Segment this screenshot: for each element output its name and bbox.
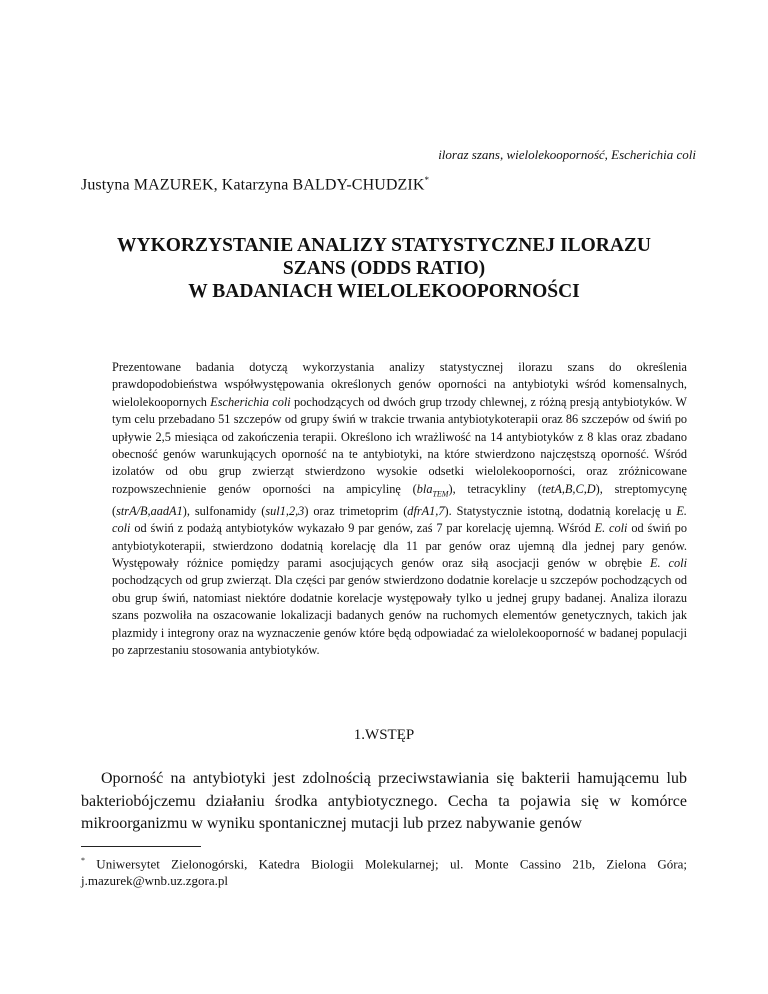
species-name: E. coli bbox=[594, 521, 628, 536]
gene-str: strA/B,aadA1 bbox=[116, 503, 183, 518]
title-line-2: SZANS (ODDS RATIO) bbox=[282, 258, 486, 279]
gene-sul: sul1,2,3 bbox=[265, 503, 305, 518]
species-name: E. coli bbox=[112, 503, 688, 536]
keywords: iloraz szans, wielolekooporność, Escherichia coli bbox=[438, 147, 696, 162]
abstract-text: ), streptomycynę ( bbox=[112, 481, 687, 518]
footnote-mark: * bbox=[81, 856, 85, 865]
body-paragraph: Oporność na antybiotyki jest zdolnością przeciwstawiania się bakterii hamującemu lub bakteriobójczemu działaniu środka antybiotycznego. Cecha ta pojawia się w komórce mikroorganizmu w wyniku spontanicznej mutacji lub przez nabywanie genów bbox=[81, 770, 687, 832]
abstract-text: Prezentowane badania dotyczą wykorzystania analizy statystycznej ilorazu szans do określenia prawdopodobieństwa współwystępowania określonych genów oporności na antybiotyki wśród komensalnych, wielolekoopornych bbox=[112, 360, 687, 409]
abstract-text: od świń z podażą antybiotyków wykazało 9 par genów, zaś 7 par korelację ujemną. Wśród bbox=[130, 521, 595, 536]
abstract-text: ), tetracykliny ( bbox=[448, 481, 543, 496]
abstract-paragraph bbox=[112, 359, 687, 659]
abstract-text: pochodzących od grup zwierząt. Dla części par genów stwierdzono dodatnie korelacje u szczepów pochodzących od obu grup świń, natomiast niektóre dodatnie korelacje występowały tylko u jednej grupy badanej. Analiza ilorazu szans pozwoliła na oszacowanie lokalizacji badanych genów na ruchomych elementów genetycznych, takich jak plazmidy i integrony oraz na wyznaczenie genów które będą odpowiadać za wielolekooporność w badanej populacji po zaprzestaniu stosowania antybiotyków. bbox=[112, 573, 687, 657]
abstract-text: od świń po antybiotykoterapii, stwierdzono dodatnią korelację dla 11 par genów oraz ujemną dla jednej pary genów. Występowały różnice pomiędzy parami asocjujących genów oraz siłą asocjacji genów w obrębie bbox=[112, 521, 687, 570]
gene-tet: tetA,B,C,D bbox=[542, 481, 596, 496]
footnote bbox=[81, 852, 687, 889]
author-footnote-mark: * bbox=[424, 175, 430, 185]
authors bbox=[81, 175, 429, 194]
abstract-text: ). Statystycznie istotną, dodatnią korelację u bbox=[444, 503, 677, 518]
section-heading: 1.WSTĘP bbox=[353, 727, 415, 743]
abstract-text: ) oraz trimetoprim ( bbox=[304, 503, 408, 518]
abstract bbox=[112, 359, 687, 659]
footnote-text: Uniwersytet Zielonogórski, Katedra Biologii Molekularnej; ul. Monte Cassino 21b, Zielona Góra; j.mazurek@wnb.uz.zgora.pl bbox=[81, 856, 687, 889]
gene-dfr: dfrA1,7 bbox=[407, 503, 445, 518]
abstract-text: pochodzących od dwóch grup trzody chlewnej, z różną presją antybiotyków. W tym celu przebadano 51 szczepów od grupy świń w trakcie trwania antybiotykoterapii oraz 86 szczepów od świń po upływie 2,5 miesiąca od zakończenia terapii. Określono ich wrażliwość na 14 antybiotyków z 8 klas oraz zbadano obecność genów warunkujących oporność na te antybiotyki, na które stwierdzono najczęstszą oporność. Wśród izolatów od obu grup zwierząt stwierdzono wysokie odsetki wielolekooporności, oraz zróżnicowane rozpowszechnienie genów oporności na ampicylinę ( bbox=[112, 394, 688, 496]
species-name: E. coli bbox=[649, 555, 687, 570]
footnote-divider bbox=[81, 846, 201, 847]
gene-bla: bla$_{TEM}$ bbox=[416, 481, 449, 499]
paper-title bbox=[81, 234, 687, 303]
title-line-3: W BADANIACH WIELOLEKOOPORNOŚCI bbox=[188, 281, 580, 302]
abstract-text: ), sulfonamidy ( bbox=[182, 503, 266, 518]
author-names: Justyna MAZUREK, Katarzyna BALDY-CHUDZIK bbox=[81, 176, 425, 194]
species-name: Escherichia coli bbox=[210, 394, 291, 409]
title-line-1: WYKORZYSTANIE ANALIZY STATYSTYCZNEJ ILORAZU bbox=[116, 235, 651, 256]
